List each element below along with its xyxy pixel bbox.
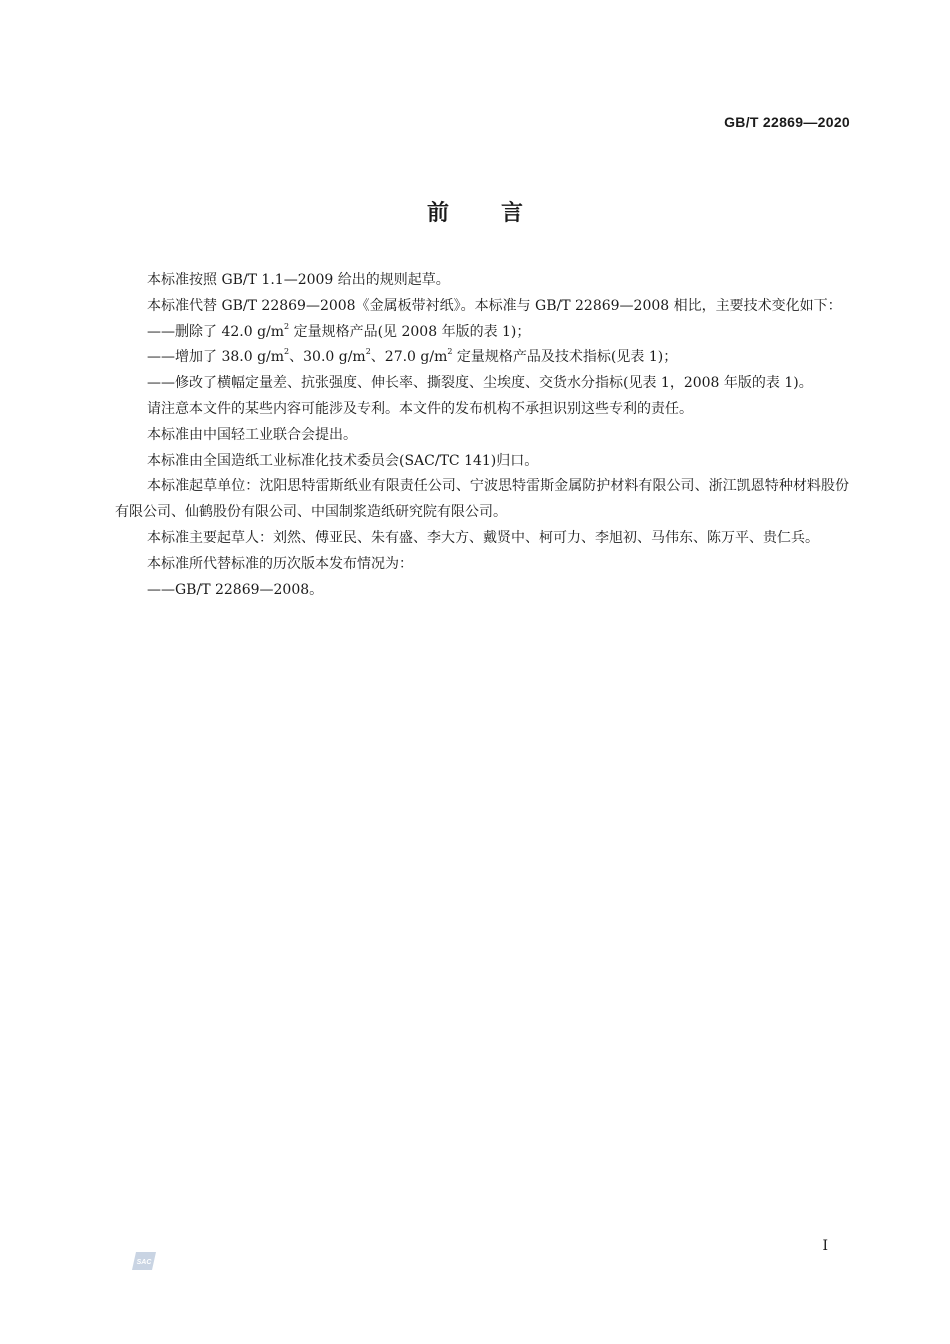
paragraph: 本标准所代替标准的历次版本发布情况为： [147, 555, 413, 572]
paragraph: 本标准主要起草人：刘然、傅亚民、朱有盛、李大方、戴贤中、柯可力、李旭初、马伟东、陈万平、贵仁兵。 [147, 529, 819, 546]
list-item: ——增加了 38.0 $g/m^2$、30.0 $g/m^2$、27.0 $g/m^2$ 定量规格产品及技术指标(见表 1)； [147, 347, 678, 366]
paragraph: 本标准代替 GB/T 22869—2008《金属板带衬纸》。本标准与 GB/T 22869—2008 相比，主要技术变化如下： [147, 297, 842, 314]
paragraph: 本标准由中国轻工业联合会提出。 [147, 426, 357, 443]
list-item: ——GB/T 22869—2008。 [147, 581, 324, 598]
logo-text: SAC [136, 1259, 152, 1266]
page-title: 前言 [426, 201, 575, 226]
paragraph: 本标准起草单位：沈阳思特雷斯纸业有限责任公司、宁波思特雷斯金属防护材料有限公司、浙江凯恩特种材料股份有限公司、仙鹤股份有限公司、中国制浆造纸研究院有限公司。 [115, 478, 849, 521]
list-item: ——修改了横幅定量差、抗张强度、伸长率、撕裂度、尘埃度、交货水分指标(见表 1，2008 年版的表 1)。 [147, 375, 813, 392]
list-item: ——删除了 42.0 $g/m^2$ 定量规格产品(见 2008 年版的表 1)； [147, 321, 531, 340]
paragraph: 本标准按照 GB/T 1.1—2009 给出的规则起草。 [147, 272, 450, 288]
sac-logo-icon [130, 1250, 158, 1272]
foreword-body [115, 268, 849, 603]
paragraph: 本标准由全国造纸工业标准化技术委员会(SAC/TC 141)归口。 [147, 452, 539, 469]
paragraph: 请注意本文件的某些内容可能涉及专利。本文件的发布机构不承担识别这些专利的责任。 [147, 400, 693, 417]
page-number: I [822, 1238, 828, 1254]
document-code: GB/T 22869—2020 [724, 114, 850, 130]
